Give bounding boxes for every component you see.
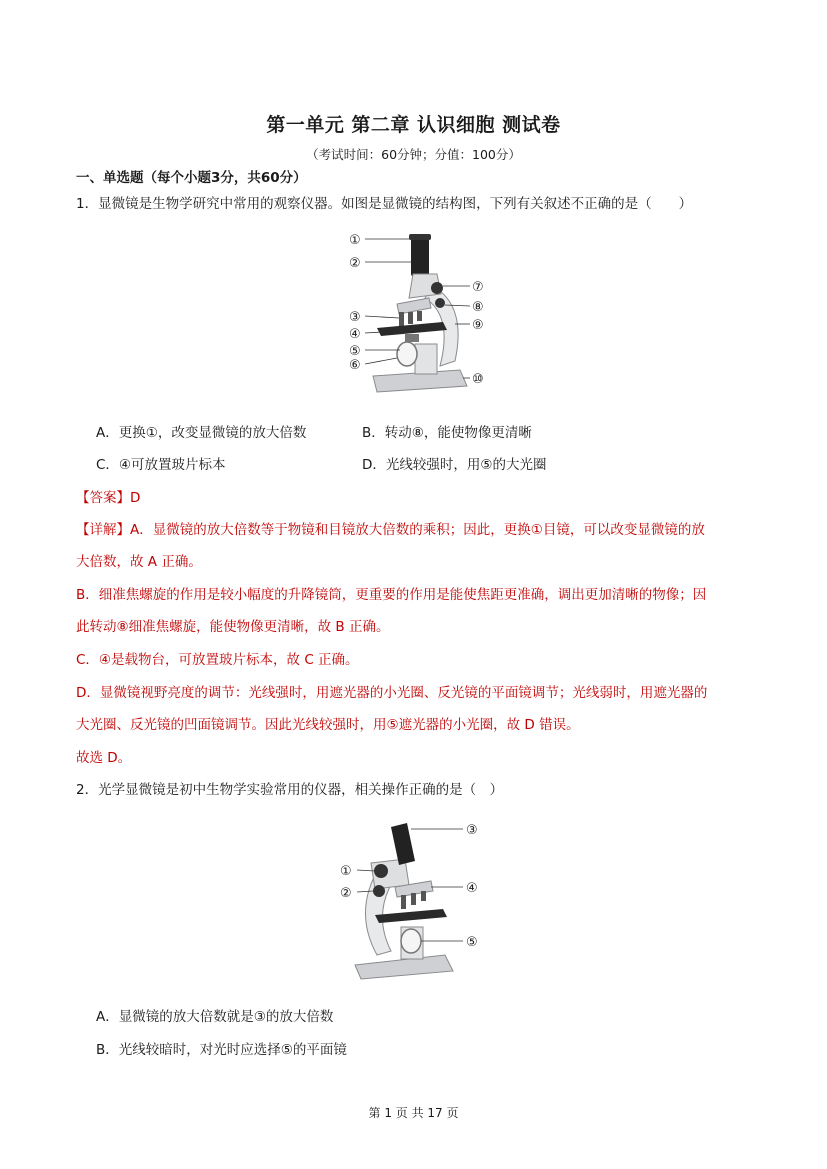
q1-option-b: B．转动⑧，能使物像更清晰 (362, 425, 532, 441)
q1-explain-line-4: 此转动⑧细准焦螺旋，能使物像更清晰，故 B 正确。 (76, 619, 390, 635)
microscope-diagram-1 (345, 226, 495, 402)
q2-label-3: ③ (466, 823, 478, 838)
q2-label-4: ④ (466, 881, 478, 896)
q1-explain-line-8: 故选 D。 (76, 750, 132, 766)
q1-label-4: ④ (349, 327, 361, 342)
q1-label-7: ⑦ (472, 280, 484, 295)
q1-label-2: ② (349, 256, 361, 271)
q1-option-d: D．光线较强时，用⑤的大光圈 (362, 457, 547, 473)
exam-info: （考试时间：60分钟；分值：100分） (306, 147, 521, 162)
q1-explain-line-5: C．④是载物台，可放置玻片标本，故 C 正确。 (76, 652, 359, 668)
q1-label-9: ⑨ (472, 318, 484, 333)
q1-label-1: ① (349, 233, 361, 248)
q1-explain-line-3: B．细准焦螺旋的作用是较小幅度的升降镜筒，更重要的作用是能使焦距更准确，调出更加清晰的物像；因 (76, 587, 707, 603)
question-2-stem: 2．光学显微镜是初中生物学实验常用的仪器，相关操作正确的是（ ） (76, 782, 504, 798)
q1-answer: 【答案】D (76, 490, 141, 506)
q1-label-6: ⑥ (349, 358, 361, 373)
q2-label-1: ① (340, 864, 352, 879)
q2-option-b: B．光线较暗时，对光时应选择⑤的平面镜 (96, 1042, 347, 1058)
q2-option-a: A．显微镜的放大倍数就是③的放大倍数 (96, 1009, 334, 1025)
q1-explain-line-2: 大倍数，故 A 正确。 (76, 554, 202, 570)
q1-option-c: C．④可放置玻片标本 (96, 457, 226, 473)
q2-label-5: ⑤ (466, 935, 478, 950)
page-title: 第一单元 第二章 认识细胞 测试卷 (266, 114, 561, 136)
page-footer: 第 1 页 共 17 页 (368, 1106, 459, 1120)
q1-label-10: ⑩ (472, 372, 484, 387)
q1-option-a: A．更换①，改变显微镜的放大倍数 (96, 425, 307, 441)
question-1-stem: 1．显微镜是生物学研究中常用的观察仪器。如图是显微镜的结构图，下列有关叙述不正确的是（ ） (76, 196, 693, 212)
q2-label-2: ② (340, 886, 352, 901)
microscope-diagram-2 (335, 815, 495, 985)
section-heading: 一、单选题（每个小题3分，共60分） (76, 170, 307, 186)
q1-label-3: ③ (349, 310, 361, 325)
q1-label-5: ⑤ (349, 344, 361, 359)
q1-explain-line-7: 大光圈、反光镜的凹面镜调节。因此光线较强时，用⑤遮光器的小光圈，故 D 错误。 (76, 717, 580, 733)
q1-explain-line-1: 【详解】A．显微镜的放大倍数等于物镜和目镜放大倍数的乘积；因此，更换①目镜，可以改变显微镜的放 (76, 522, 705, 538)
q1-explain-line-6: D．显微镜视野亮度的调节：光线强时，用遮光器的小光圈、反光镜的平面镜调节；光线弱时，用遮光器的 (76, 685, 708, 701)
q1-label-8: ⑧ (472, 300, 484, 315)
